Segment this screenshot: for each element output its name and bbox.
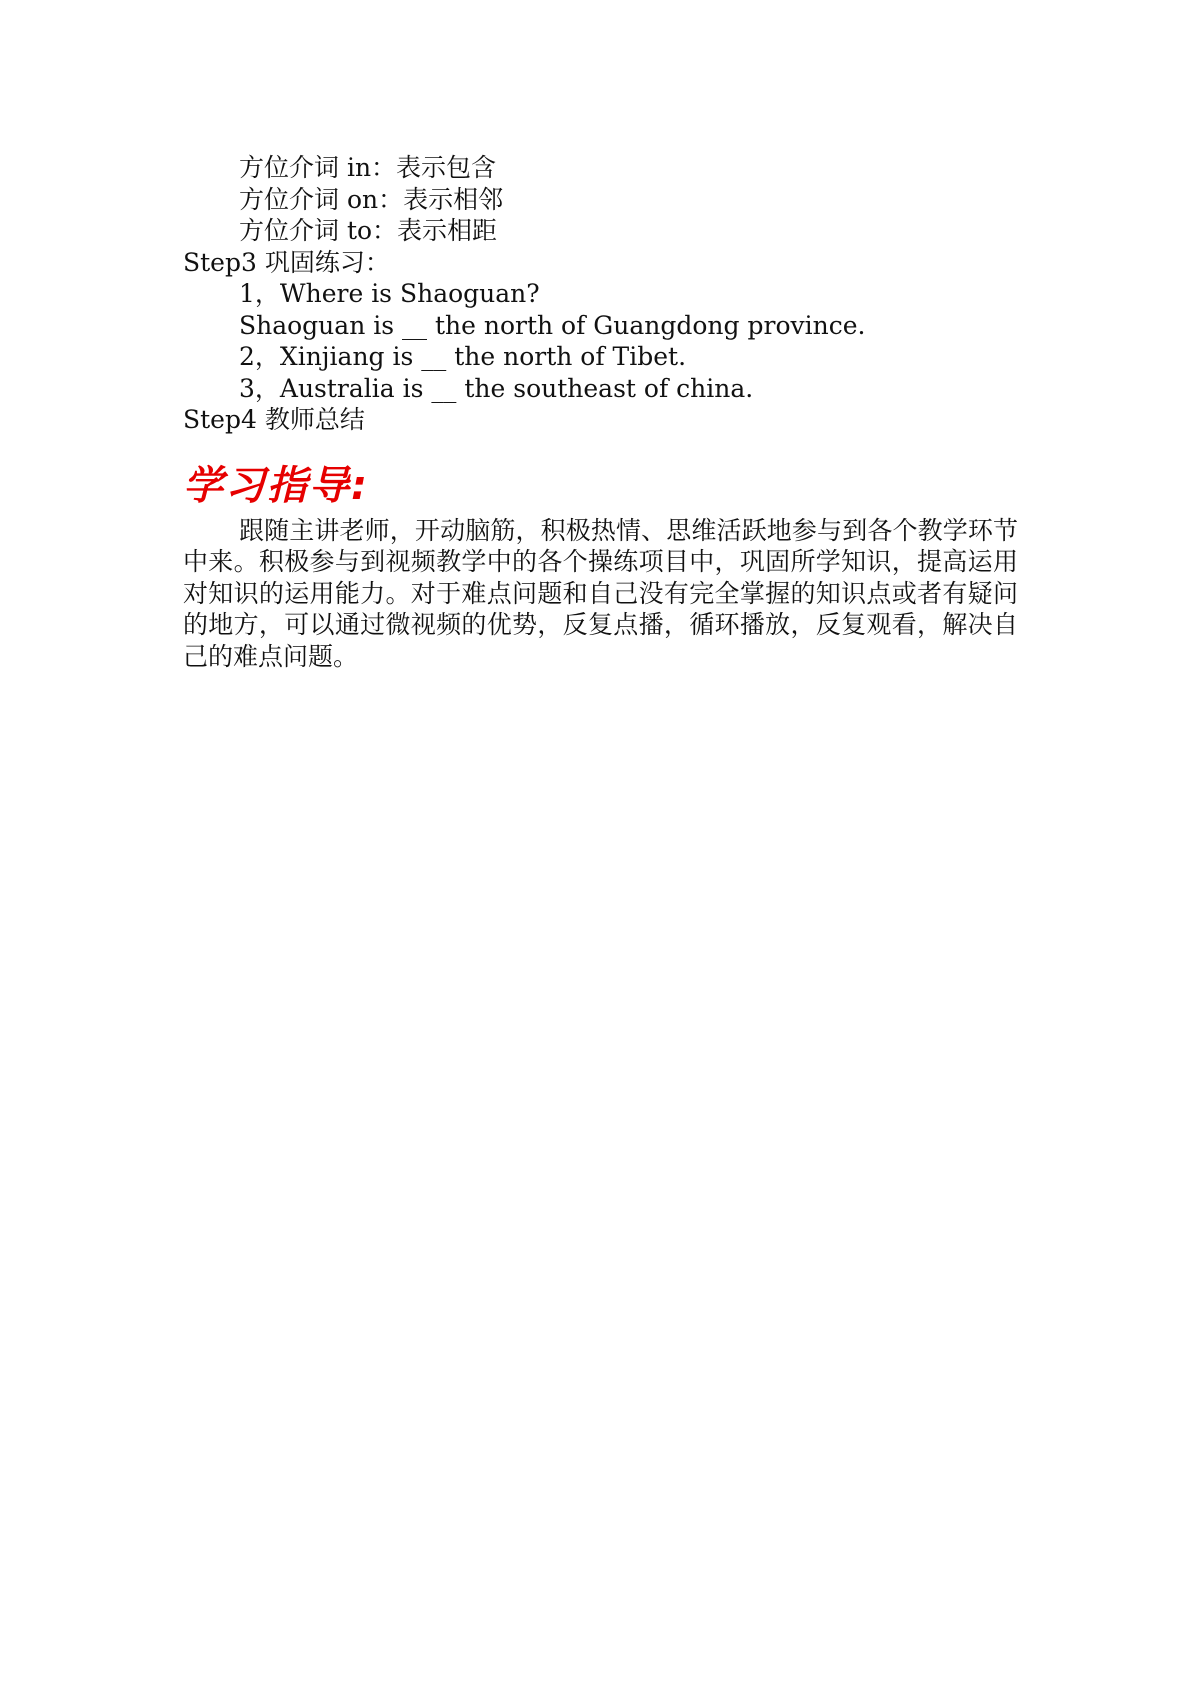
study-guide-paragraph: 跟随主讲老师，开动脑筋，积极热情、思维活跃地参与到各个教学环节中来。积极参与到视频教学中的各个操练项目中，巩固所学知识，提高运用对知识的运用能力。对于难点问题和自己没有完全掌握的知识点或者有疑问的地方，可以通过微视频的优势，反复点播，循环播放，反复观看，解决自己的难点问题。 — [183, 515, 1018, 671]
preposition-in-line: 方位介词 in：表示包含 — [239, 153, 497, 182]
exercise-question-2: 2，Xinjiang is __ the north of Tibet. — [239, 342, 687, 371]
document-content — [183, 152, 1023, 672]
exercise-answer-1: Shaoguan is __ the north of Guangdong province. — [239, 310, 866, 340]
exercise-question-1: 1，Where is Shaoguan? — [239, 279, 540, 308]
step4-heading: Step4 教师总结 — [183, 405, 365, 434]
preposition-on-line: 方位介词 on：表示相邻 — [239, 184, 504, 214]
exercise-question-3: 3，Australia is __ the southeast of china. — [239, 373, 754, 403]
study-guide-title: 学习指导: — [183, 462, 369, 509]
preposition-to-line: 方位介词 to：表示相距 — [239, 216, 498, 245]
step3-heading: Step3 巩固练习： — [183, 247, 390, 277]
